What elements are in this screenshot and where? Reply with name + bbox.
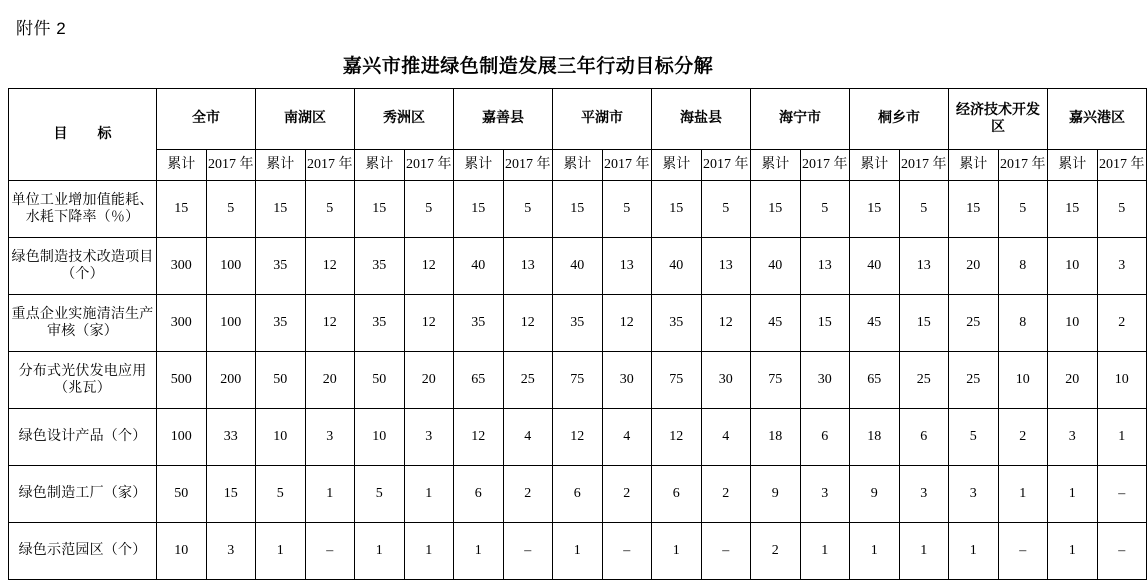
cell: 20 — [404, 352, 454, 409]
cell: 18 — [850, 409, 900, 466]
cell: 2 — [701, 466, 751, 523]
cell: 15 — [355, 181, 405, 238]
cell: 2 — [503, 466, 553, 523]
cell: 33 — [206, 409, 256, 466]
cell: 15 — [751, 181, 801, 238]
cell: 15 — [256, 181, 306, 238]
cell: 1 — [553, 523, 603, 580]
cell: 6 — [899, 409, 949, 466]
cell: 65 — [850, 352, 900, 409]
cell: 12 — [652, 409, 702, 466]
cell: 5 — [1097, 181, 1147, 238]
cell: – — [1097, 466, 1147, 523]
subheader-cumulative-8: 累计 — [949, 150, 999, 181]
cell: 4 — [503, 409, 553, 466]
cell: 12 — [503, 295, 553, 352]
column-header-region-8: 经济技术开发区 — [949, 89, 1048, 150]
table-header-row-subheaders — [9, 150, 1147, 181]
cell: 15 — [850, 181, 900, 238]
cell: 1 — [454, 523, 504, 580]
cell: 12 — [553, 409, 603, 466]
cell: 3 — [800, 466, 850, 523]
cell: 4 — [602, 409, 652, 466]
cell: 10 — [256, 409, 306, 466]
cell: 500 — [157, 352, 207, 409]
cell: – — [305, 523, 355, 580]
cell: 1 — [899, 523, 949, 580]
cell: 1 — [998, 466, 1048, 523]
cell: 5 — [206, 181, 256, 238]
column-header-goal: 目 标 — [9, 89, 157, 181]
cell: 35 — [454, 295, 504, 352]
cell: 2 — [998, 409, 1048, 466]
cell: 35 — [355, 295, 405, 352]
cell: 35 — [355, 238, 405, 295]
cell: 15 — [157, 181, 207, 238]
cell: 1 — [652, 523, 702, 580]
cell: 3 — [949, 466, 999, 523]
cell: 100 — [157, 409, 207, 466]
cell: 13 — [503, 238, 553, 295]
row-label: 单位工业增加值能耗、水耗下降率（％） — [9, 181, 157, 238]
cell: 13 — [800, 238, 850, 295]
page-title: 嘉兴市推进绿色制造发展三年行动目标分解 — [342, 56, 714, 77]
subheader-year-3: 2017 年 — [503, 150, 553, 181]
cell: 12 — [404, 295, 454, 352]
cell: – — [701, 523, 751, 580]
cell: 18 — [751, 409, 801, 466]
cell: 5 — [800, 181, 850, 238]
cell: 100 — [206, 238, 256, 295]
cell: 8 — [998, 238, 1048, 295]
cell: 9 — [751, 466, 801, 523]
cell: – — [998, 523, 1048, 580]
cell: 20 — [305, 352, 355, 409]
cell: 12 — [701, 295, 751, 352]
subheader-cumulative-6: 累计 — [751, 150, 801, 181]
cell: 25 — [949, 352, 999, 409]
cell: 13 — [899, 238, 949, 295]
table-row — [9, 181, 1147, 238]
cell: 1 — [800, 523, 850, 580]
cell: 10 — [998, 352, 1048, 409]
cell: 5 — [256, 466, 306, 523]
cell: 75 — [751, 352, 801, 409]
row-label: 重点企业实施清洁生产审核（家） — [9, 295, 157, 352]
cell: 5 — [701, 181, 751, 238]
cell: 50 — [256, 352, 306, 409]
cell: 8 — [998, 295, 1048, 352]
cell: 6 — [454, 466, 504, 523]
table-row — [9, 523, 1147, 580]
cell: 15 — [800, 295, 850, 352]
cell: 20 — [949, 238, 999, 295]
cell: 15 — [454, 181, 504, 238]
cell: 5 — [503, 181, 553, 238]
cell: 5 — [602, 181, 652, 238]
cell: 2 — [751, 523, 801, 580]
subheader-cumulative-1: 累计 — [256, 150, 306, 181]
row-label: 绿色制造技术改造项目（个） — [9, 238, 157, 295]
cell: 15 — [949, 181, 999, 238]
cell: 12 — [305, 238, 355, 295]
cell: 40 — [553, 238, 603, 295]
cell: 15 — [1048, 181, 1098, 238]
column-header-region-5: 海盐县 — [652, 89, 751, 150]
cell: 40 — [850, 238, 900, 295]
cell: 6 — [553, 466, 603, 523]
cell: 30 — [701, 352, 751, 409]
column-header-region-7: 桐乡市 — [850, 89, 949, 150]
cell: 13 — [602, 238, 652, 295]
cell: 100 — [206, 295, 256, 352]
cell: 1 — [256, 523, 306, 580]
cell: 10 — [1048, 295, 1098, 352]
column-header-region-2: 秀洲区 — [355, 89, 454, 150]
cell: 15 — [652, 181, 702, 238]
cell: 10 — [1048, 238, 1098, 295]
table-row — [9, 295, 1147, 352]
column-header-region-9: 嘉兴港区 — [1048, 89, 1147, 150]
cell: 45 — [751, 295, 801, 352]
subheader-year-5: 2017 年 — [701, 150, 751, 181]
subheader-cumulative-3: 累计 — [454, 150, 504, 181]
table-row — [9, 238, 1147, 295]
cell: 5 — [355, 466, 405, 523]
cell: 6 — [800, 409, 850, 466]
subheader-cumulative-5: 累计 — [652, 150, 702, 181]
cell: 25 — [503, 352, 553, 409]
table-row — [9, 409, 1147, 466]
subheader-cumulative-0: 累计 — [157, 150, 207, 181]
cell: 5 — [305, 181, 355, 238]
cell: 10 — [1097, 352, 1147, 409]
table-row — [9, 466, 1147, 523]
cell: 35 — [652, 295, 702, 352]
attachment-label: 附件 2 — [16, 19, 67, 38]
cell: 1 — [1048, 466, 1098, 523]
subheader-year-6: 2017 年 — [800, 150, 850, 181]
cell: 20 — [1048, 352, 1098, 409]
cell: 3 — [404, 409, 454, 466]
cell: 1 — [1048, 523, 1098, 580]
cell: 12 — [404, 238, 454, 295]
cell: 300 — [157, 238, 207, 295]
cell: 25 — [949, 295, 999, 352]
cell: 2 — [602, 466, 652, 523]
cell: 30 — [602, 352, 652, 409]
cell: 40 — [454, 238, 504, 295]
column-header-region-6: 海宁市 — [751, 89, 850, 150]
cell: 4 — [701, 409, 751, 466]
subheader-year-0: 2017 年 — [206, 150, 256, 181]
row-label: 绿色示范园区（个） — [9, 523, 157, 580]
cell: 50 — [355, 352, 405, 409]
cell: 12 — [305, 295, 355, 352]
cell: 1 — [404, 466, 454, 523]
cell: 1 — [1097, 409, 1147, 466]
cell: 200 — [206, 352, 256, 409]
cell: 5 — [404, 181, 454, 238]
cell: 45 — [850, 295, 900, 352]
cell: 65 — [454, 352, 504, 409]
table-row — [9, 352, 1147, 409]
cell: 75 — [553, 352, 603, 409]
cell: 75 — [652, 352, 702, 409]
column-header-region-4: 平湖市 — [553, 89, 652, 150]
cell: – — [1097, 523, 1147, 580]
cell: 15 — [553, 181, 603, 238]
cell: 35 — [256, 295, 306, 352]
cell: 3 — [1097, 238, 1147, 295]
cell: 35 — [553, 295, 603, 352]
row-label: 绿色制造工厂（家） — [9, 466, 157, 523]
cell: 1 — [850, 523, 900, 580]
subheader-year-2: 2017 年 — [404, 150, 454, 181]
column-header-region-1: 南湖区 — [256, 89, 355, 150]
cell: 3 — [305, 409, 355, 466]
cell: 1 — [355, 523, 405, 580]
cell: 25 — [899, 352, 949, 409]
cell: 5 — [899, 181, 949, 238]
cell: 300 — [157, 295, 207, 352]
cell: 15 — [899, 295, 949, 352]
cell: 15 — [206, 466, 256, 523]
cell: 3 — [1048, 409, 1098, 466]
cell: 5 — [949, 409, 999, 466]
subheader-cumulative-9: 累计 — [1048, 150, 1098, 181]
cell: 9 — [850, 466, 900, 523]
subheader-year-1: 2017 年 — [305, 150, 355, 181]
cell: – — [602, 523, 652, 580]
cell: 40 — [751, 238, 801, 295]
cell: 12 — [602, 295, 652, 352]
cell: 10 — [355, 409, 405, 466]
goals-table — [8, 88, 1147, 580]
cell: 30 — [800, 352, 850, 409]
subheader-year-4: 2017 年 — [602, 150, 652, 181]
row-label: 绿色设计产品（个） — [9, 409, 157, 466]
cell: 1 — [949, 523, 999, 580]
cell: 5 — [998, 181, 1048, 238]
subheader-year-8: 2017 年 — [998, 150, 1048, 181]
cell: 10 — [157, 523, 207, 580]
cell: 12 — [454, 409, 504, 466]
cell: 40 — [652, 238, 702, 295]
subheader-cumulative-2: 累计 — [355, 150, 405, 181]
subheader-year-9: 2017 年 — [1097, 150, 1147, 181]
cell: 3 — [206, 523, 256, 580]
column-header-region-3: 嘉善县 — [454, 89, 553, 150]
cell: 1 — [404, 523, 454, 580]
subheader-year-7: 2017 年 — [899, 150, 949, 181]
cell: – — [503, 523, 553, 580]
row-label: 分布式光伏发电应用（兆瓦） — [9, 352, 157, 409]
cell: 3 — [899, 466, 949, 523]
table-header-row-regions — [9, 89, 1147, 150]
cell: 1 — [305, 466, 355, 523]
cell: 35 — [256, 238, 306, 295]
cell: 2 — [1097, 295, 1147, 352]
subheader-cumulative-4: 累计 — [553, 150, 603, 181]
cell: 13 — [701, 238, 751, 295]
column-header-region-0: 全市 — [157, 89, 256, 150]
cell: 50 — [157, 466, 207, 523]
subheader-cumulative-7: 累计 — [850, 150, 900, 181]
cell: 6 — [652, 466, 702, 523]
